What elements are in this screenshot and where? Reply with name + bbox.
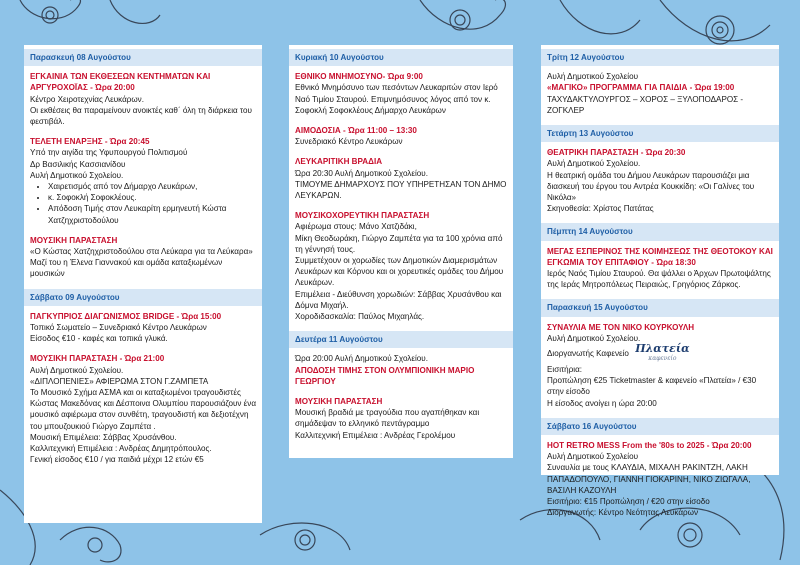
event-title: ΜΟΥΣΙΚΗ ΠΑΡΑΣΤΑΣΗ — [30, 235, 118, 245]
event-text: Οι εκθέσεις θα παραμείνουν ανοικτές καθ΄ όλη τη διάρκεια του φεστιβάλ. — [30, 105, 252, 127]
event-text: Εθνικό Μνημόσυνο των πεσόντων Λευκαριτών στον Ιερό Ναό Τιμίου Σταυρού. Επιμνημόσυνος λόγος από τον κ. Σοφοκλή Σοφοκλέους Δήμαρχο Λευκάρων — [295, 83, 498, 115]
event-text — [547, 344, 773, 364]
event-text: ΤΑΧΥΔΑΚΤΥΛΟΥΡΓΟΣ – ΧΟΡΟΣ – ΞΥΛΟΠΟΔΑΡΟΣ - ΖΟΓΚΛΕΡ — [547, 94, 744, 115]
event-text: Μίκη Θεοδωράκη, Γιώργο Ζαμπέτα για τα 100 χρόνια από τη γέννησή τους. — [295, 233, 503, 254]
bullet-list — [30, 181, 256, 226]
event-text: Αυλή Δημοτικού Σχολείου — [547, 72, 639, 82]
event — [547, 440, 773, 518]
event-title: ΑΠΟΔΟΣΗ ΤΙΜΗΣ ΣΤΟΝ ΟΛΥΜΠΙΟΝΙΚΗ ΜΑΡΙΟ ΓΕΩΡΓΙΟΥ — [295, 365, 475, 386]
event-title: ΕΘΝΙΚΟ ΜΝΗΜΟΣΥΝΟ- Ώρα 9:00 — [295, 72, 423, 82]
event-text: Συνεδριακό Κέντρο Λευκάρων — [295, 137, 403, 147]
event-text: Συναυλία με τους ΚΛΑΥΔΙΑ, ΜΙΧΑΛΗ ΡΑΚΙΝΤΖΗ, ΛΑΚΗ ΠΑΠΑΔΟΠΟΥΛΟ, ΓΙΑΝΝΗ ΓΙΟΚΑΡΙΝΗ, ΝΙΚΟ ΖΙΩΓΑΛΑ, ΒΑΣΙΛΗ ΚΑΖΟΥΛΗ — [547, 463, 751, 495]
event-title: ΘΕΑΤΡΙΚΗ ΠΑΡΑΣΤΑΣΗ - Ώρα 20:30 — [547, 148, 686, 158]
event-text: Κέντρο Χειροτεχνίας Λευκάρων. — [30, 94, 144, 104]
plateia-logo — [635, 344, 689, 364]
day-header: Παρασκευή 08 Αυγούστου — [24, 49, 262, 66]
event — [30, 235, 256, 280]
bullet-item: • Απόδοση Τιμής στον Λευκαρίτη ερμηνευτή Κώστα Χατζηχριστοδούλου — [48, 203, 256, 225]
event — [295, 125, 507, 147]
event-text: Υπό την αιγίδα της Υφυπουργού Πολιτισμού — [30, 148, 188, 158]
day-header: Τετάρτη 13 Αυγούστου — [541, 125, 779, 142]
event-title: ΤΕΛΕΤΗ ΕΝΑΡΞΗΣ - Ώρα 20:45 — [30, 137, 150, 147]
event-text: Χοροδιδασκαλία: Παύλος Μιχαηλάς. — [295, 312, 425, 322]
event-title: ΠΑΓΚΥΠΡΙΟΣ ΔΙΑΓΩΝΙΣΜΟΣ BRIDGE - Ώρα 15:00 — [30, 311, 222, 321]
event — [547, 322, 773, 409]
organizer-label: Διοργανωτής Καφενείο — [547, 349, 629, 359]
event-text: Αυλή Δημοτικού Σχολείου. — [30, 365, 124, 375]
event — [295, 210, 507, 322]
event-title: ΑΙΜΟΔΟΣΙΑ - Ώρα 11:00 – 13:30 — [295, 126, 417, 136]
day-header: Σάββατο 09 Αυγούστου — [24, 289, 262, 306]
event-text: Ώρα 20:00 Αυλή Δημοτικού Σχολείου. — [295, 354, 428, 364]
event-text: ΤΙΜΟΥΜΕ ΔΗΜΑΡΧΟΥΣ ΠΟΥ ΥΠΗΡΕΤΗΣΑΝ ΤΟΝ ΔΗΜΟ ΛΕΥΚΑΡΩΝ. — [295, 179, 507, 201]
event-text: Αφιέρωμα στους: Μάνο Χατζιδάκι, — [295, 222, 417, 232]
day-header: Παρασκευή 15 Αυγούστου — [541, 299, 779, 316]
event — [547, 246, 773, 291]
event-text: Αυλή Δημοτικού Σχολείου. — [547, 159, 641, 169]
event-title: ΛΕΥΚΑΡΙΤΙΚΗ ΒΡΑΔΙΑ — [295, 157, 383, 167]
event — [30, 136, 256, 226]
day-header: Τρίτη 12 Αυγούστου — [541, 49, 779, 66]
event — [30, 353, 256, 465]
event-text: Σκηνοθεσία: Χρίστος Πατάτας — [547, 204, 654, 214]
bullet-item: • Χαιρετισμός από τον Δήμαρχο Λευκάρων, — [48, 181, 256, 192]
event-text: Αυλή Δημοτικού Σχολείου. — [547, 333, 641, 343]
event-text: Προπώληση €25 Ticketmaster & καφενείο «Πλατεία» / €30 στην είσοδο — [547, 376, 757, 397]
event — [30, 311, 256, 345]
event-title: ΣΥΝΑΥΛΙΑ ΜΕ ΤΟΝ ΝΙΚΟ ΚΟΥΡΚΟΥΛΗ — [547, 322, 695, 332]
event-text: Διοργανωτής: Κέντρο Νεότητας Λευκάρων — [547, 508, 699, 518]
event-text: Ώρα 20:30 Αυλή Δημοτικού Σχολείου. — [295, 168, 428, 178]
day-header: Κυριακή 10 Αυγούστου — [289, 49, 513, 66]
column-2 — [289, 45, 513, 458]
event-title: ΜΟΥΣΙΚΗ ΠΑΡΑΣΤΑΣΗ - Ώρα 21:00 — [30, 354, 165, 364]
column-3 — [541, 45, 779, 518]
event-text: Είσοδος €10 - καφές και τοπικά γλυκά. — [30, 334, 168, 344]
event-text: Αυλή Δημοτικού Σχολείου. — [30, 170, 124, 180]
event-text: Δρ Βασιλικής Κασσιανίδου — [30, 159, 126, 169]
event-text: Τοπικό Σωματείο – Συνεδριακό Κέντρο Λευκάρων — [30, 323, 207, 333]
event-title: ΜΟΥΣΙΚΟΧΟΡΕΥΤΙΚΗ ΠΑΡΑΣΤΑΣΗ — [295, 211, 430, 221]
event-text: Ιερός Ναός Τιμίου Σταυρού. Θα ψάλλει ο Άρχων Πρωτοψάλτης της Ιεράς Μητροπόλεως Πειραιώς, Γρηγόριος Ζάρκος. — [547, 269, 771, 290]
event-text: Αυλή Δημοτικού Σχολείου — [547, 452, 639, 462]
event-text: Η είσοδος ανοίγει η ώρα 20:00 — [547, 398, 657, 408]
event-text: Συμμετέχουν οι χορωδίες των Δημοτικών Διαμερισμάτων Λευκάρων και Κόρνου και οι χορευτικές ομάδες του Δήμου Λευκάρων. — [295, 256, 504, 288]
event-text: Καλλιτεχνική Επιμέλεια : Ανδρέας Γερολέμου — [295, 430, 456, 440]
event — [295, 71, 507, 116]
event — [30, 71, 256, 127]
event-text: Εισιτήριο: €15 Προπώληση / €20 στην είσοδο — [547, 497, 710, 507]
event-text: Επιμέλεια - Διεύθυνση χορωδιών: Σάββας Χρυσάνθου και Δόμνα Μιχαήλ. — [295, 289, 502, 310]
event-text: Μουσική βραδιά με τραγούδια που αγαπήθηκαν και σημάδεψαν το ελληνικό πεντάγραμμο — [295, 408, 480, 429]
event-text: Γενική είσοδος €10 / για παιδιά μέχρι 12 ετών €5 — [30, 455, 204, 465]
event — [295, 353, 507, 387]
event — [547, 147, 773, 214]
event — [547, 71, 773, 116]
event-title: HOT RETRO MESS From the '80s to 2025 - Ώρα 20:00 — [547, 441, 752, 451]
event-title: ΜΟΥΣΙΚΗ ΠΑΡΑΣΤΑΣΗ — [295, 397, 383, 407]
event-text: Το Μουσικό Σχήμα ΑΣΜΑ και οι καταξιωμένοι τραγουδιστές Κώστας Μακεδόνας και Δέσποινα Ολυμπίου παρουσιάζουν ένα μουσικό αφιέρωμα στον συνθέτη, τραγουδιστή και δεξιοτέχνη του μπουζουκιού Γιώργο Ζαμπέτα . — [30, 388, 256, 431]
event-text: Μαζί του η Έλενα Γιαννακού και ομάδα καταξιωμένων μουσικών — [30, 258, 223, 279]
event-text: Η θεατρική ομάδα του Δήμου Λευκάρων παρουσιάζει μια διασκευή του έργου του Αντρέα Κουκκίδη: «Οι Γαλίνες του Νικόλα» — [547, 170, 755, 203]
event — [295, 396, 507, 441]
bullet-item: • κ. Σοφοκλή Σοφοκλέους. — [48, 192, 256, 203]
event-title: ΕΓΚΑΙΝΙΑ ΤΩΝ ΕΚΘΕΣΕΩΝ ΚΕΝΤΗΜΑΤΩΝ ΚΑΙ ΑΡΓΥΡΟΧΟΪΑΣ - Ώρα 20:00 — [30, 72, 211, 93]
event-text: Εισιτήρια: — [547, 365, 583, 375]
event-text: «Ο Κώστας Χατζηχριστοδούλου στα Λεύκαρα για τα Λεύκαρα» — [30, 247, 253, 257]
event-title: «ΜΑΓΙΚΟ» ΠΡΟΓΡΑΜΜΑ ΓΙΑ ΠΑΙΔΙΑ - Ώρα 19:00 — [547, 83, 735, 93]
event-text: Μουσική Επιμέλεια: Σάββας Χρυσάνθου. — [30, 432, 177, 442]
day-header: Πέμπτη 14 Αυγούστου — [541, 223, 779, 240]
day-header: Δευτέρα 11 Αυγούστου — [289, 331, 513, 348]
logo-text: Πλατεία — [635, 342, 690, 356]
event — [295, 156, 507, 201]
event-title: ΜΕΓΑΣ ΕΣΠΕΡΙΝΟΣ ΤΗΣ ΚΟΙΜΗΣΕΩΣ ΤΗΣ ΘΕΟΤΟΚΟΥ ΚΑΙ ΕΓΚΩΜΙΑ ΤΟΥ ΕΠΙΤΑΦΙΟΥ - Ώρα 18:30 — [547, 246, 773, 267]
column-1 — [24, 45, 262, 523]
logo-subtext: καφενείο — [648, 355, 677, 363]
day-header: Σάββατο 16 Αυγούστου — [541, 418, 779, 435]
event-text: «ΔΙΠΛΟΠΕΝΙΕΣ» ΑΦΙΕΡΩΜΑ ΣΤΟΝ Γ.ΖΑΜΠΕΤΑ — [30, 376, 209, 386]
event-text: Καλλιτεχνική Επιμέλεια : Ανδρέας Δημητρόπουλος. — [30, 444, 212, 454]
